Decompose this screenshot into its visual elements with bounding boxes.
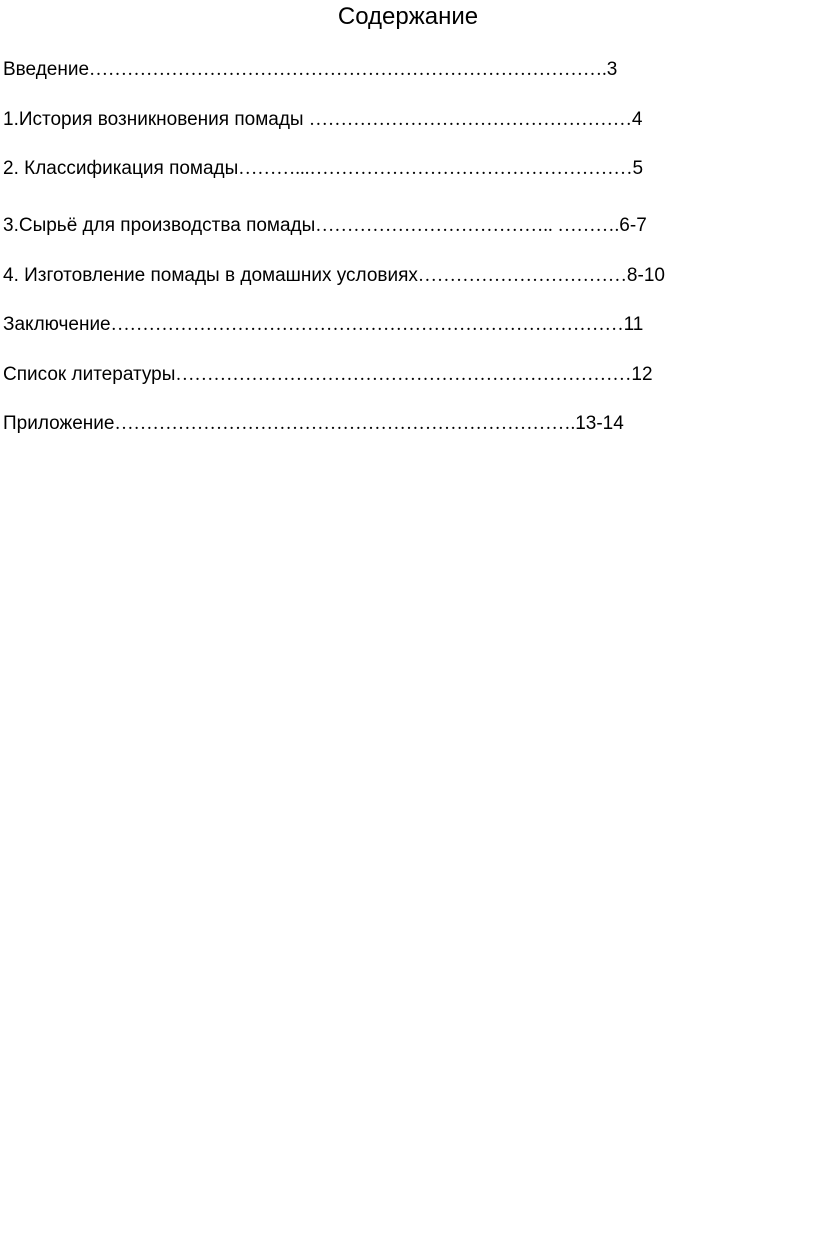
toc-entry-page: 11 [623,314,644,335]
toc-entry-conclusion [3,313,643,337]
toc-entry-leader: ……………………………….. ………. [315,215,620,236]
toc-entry-appendix [3,412,624,436]
toc-entry-label: 1.История возникновения помады [3,109,309,130]
toc-entry-label: 4. Изготовление помады в домашних условиях [3,265,418,286]
toc-entry-label: Введение [3,59,90,80]
toc-entry-page: 8-10 [626,265,665,286]
toc-entry-leader: ……………………………………………………………………… [110,314,624,335]
toc-entry-page: 3 [606,59,618,80]
toc-entry-label: 2. Классификация помады [3,158,239,179]
toc-entry-page: 6-7 [619,215,647,236]
toc-entry-leader: ………………………………………………………………. [114,413,576,434]
toc-entry-introduction [3,58,617,82]
toc-entry-label: 3.Сырьё для производства помады [3,215,316,236]
toc-entry-leader: …………………………………………… [308,109,632,130]
toc-entry-page: 13-14 [575,413,624,434]
toc-title: Содержание [337,3,479,30]
toc-entry-label: Заключение [3,314,111,335]
toc-entry-page: 5 [632,158,644,179]
toc-entry-bibliography [3,363,653,387]
toc-entry-raw-materials [3,214,647,238]
toc-entry-label: Список литературы [3,364,176,385]
toc-entry-page: 4 [631,109,643,130]
toc-entry-history [3,108,642,132]
toc-entry-classification [3,157,643,181]
toc-entry-home-production [3,264,665,288]
toc-entry-leader: ……………………………………………………………… [175,364,632,385]
toc-entry-label: Приложение [3,413,115,434]
toc-entry-leader: ………...…………………………………………… [238,158,633,179]
toc-entry-leader: ………………………………………………………………………. [89,59,607,80]
toc-entry-leader: …………………………… [417,265,627,286]
toc-entry-page: 12 [631,364,653,385]
